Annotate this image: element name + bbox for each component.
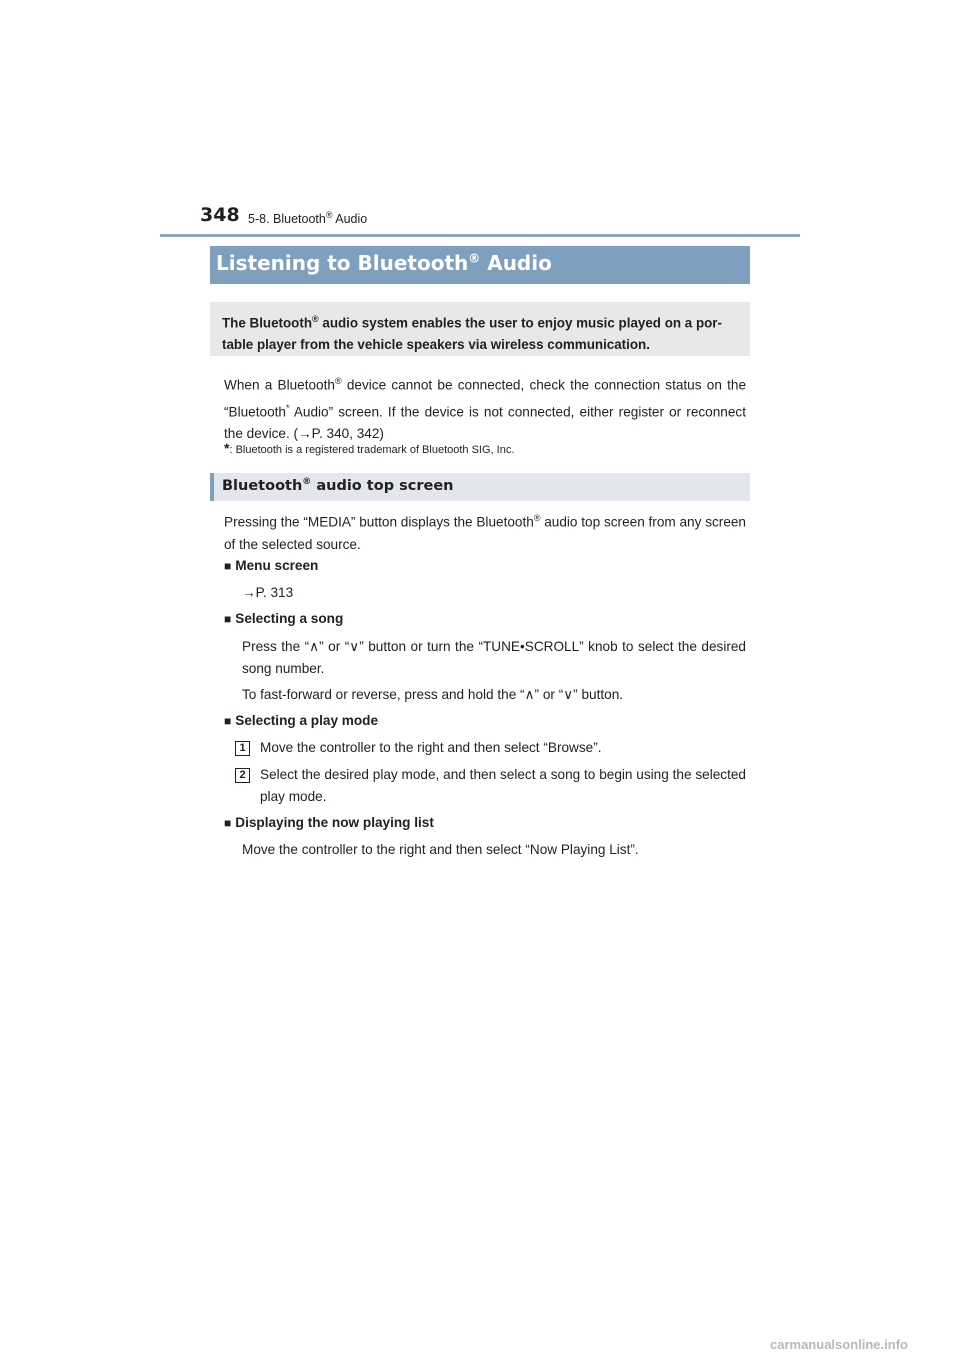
intro-text: The Bluetooth® audio system enables the user to enjoy music played on a por-table player from the vehicle speakers via wireless communication. bbox=[222, 314, 722, 353]
now-playing-text: Move the controller to the right and then select “Now Playing List”. bbox=[242, 842, 639, 857]
bullet-icon: ■ bbox=[224, 816, 232, 830]
selecting-song-text: Press the “∧” or “∨” button or turn the “TUNE•SCROLL” knob to select the desired song number. bbox=[242, 639, 746, 676]
step-2-badge: 2 bbox=[235, 768, 250, 783]
watermark: carmanualsonline.info bbox=[770, 1337, 908, 1352]
play-mode-heading: ■ Selecting a play mode bbox=[224, 713, 379, 728]
bullet-icon: ■ bbox=[224, 612, 232, 626]
step-1-text: Move the controller to the right and then select “Browse”. bbox=[260, 740, 602, 755]
menu-screen-heading: ■ Menu screen bbox=[224, 558, 319, 573]
step-2-text: Select the desired play mode, and then select a song to begin using the selected play mode. bbox=[260, 767, 746, 804]
page-title: Listening to Bluetooth® Audio bbox=[216, 251, 552, 275]
connection-paragraph: When a Bluetooth® device cannot be connected, check the connection status on the “Bluetooth* Audio” screen. If the device is not connected, either register or reconnect the device. (→P. 340, 342) bbox=[224, 376, 747, 442]
section-label: 5-8. Bluetooth® Audio bbox=[248, 210, 368, 227]
bullet-icon: ■ bbox=[224, 559, 232, 573]
title-bar bbox=[210, 246, 750, 284]
intro-box bbox=[210, 302, 750, 356]
step-1-badge: 1 bbox=[235, 741, 250, 756]
bullet-icon: ■ bbox=[224, 714, 232, 728]
subheading-bar bbox=[210, 473, 750, 501]
footnote: *: Bluetooth is a registered trademark of Bluetooth SIG, Inc. bbox=[224, 440, 515, 456]
fast-forward-text: To fast-forward or reverse, press and hold the “∧” or “∨” button. bbox=[242, 687, 624, 702]
subheading-title: Bluetooth® audio top screen bbox=[222, 477, 454, 494]
top-screen-paragraph: Pressing the “MEDIA” button displays the Bluetooth® audio top screen from any screen of the selected source. bbox=[224, 513, 746, 552]
now-playing-heading: ■ Displaying the now playing list bbox=[224, 815, 434, 830]
menu-screen-ref: →P. 313 bbox=[242, 585, 294, 600]
selecting-song-heading: ■ Selecting a song bbox=[224, 611, 344, 626]
page-number: 348 bbox=[200, 204, 240, 226]
subheading-accent bbox=[210, 473, 214, 501]
page-header bbox=[160, 200, 800, 237]
